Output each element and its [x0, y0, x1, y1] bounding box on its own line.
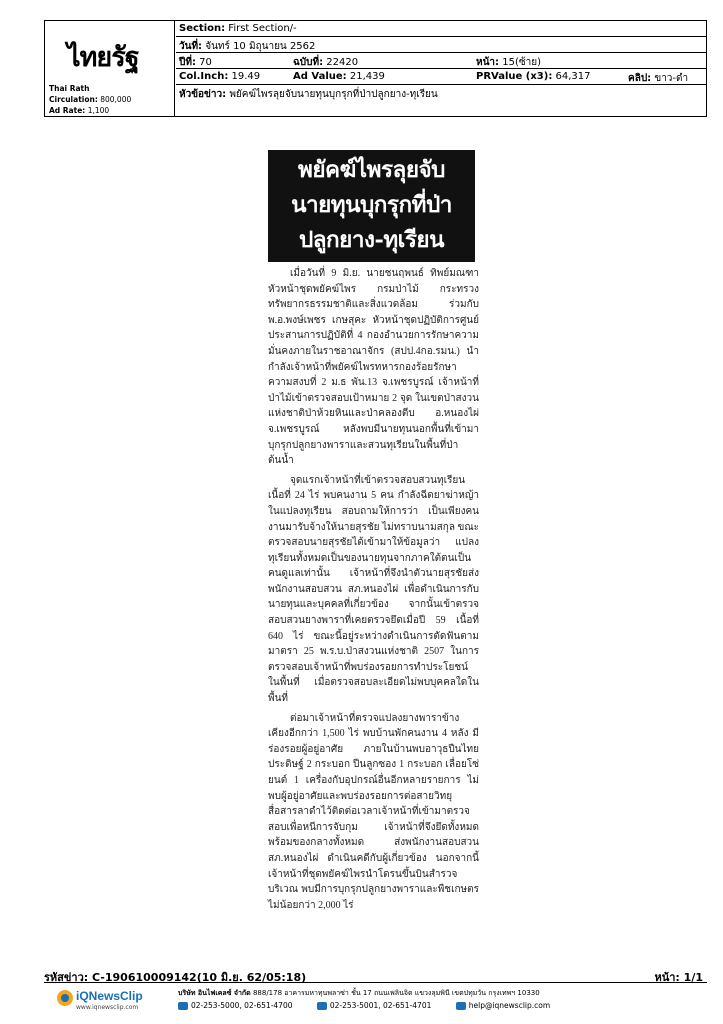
- publication-logo: ไทยรัฐ: [67, 42, 139, 73]
- pr-value: [476, 71, 591, 82]
- col-inch: [179, 71, 260, 82]
- email-address: help@iqnewsclip.com: [468, 1001, 551, 1010]
- pr-value-value: 64,317: [555, 71, 591, 82]
- date: [179, 39, 315, 54]
- col-inch-value: 19.49: [231, 71, 261, 82]
- news-code: รหัสข่าว: C-190610009142(10 มิ.ย. 62/05:18): [44, 971, 307, 984]
- iqnewsclip-logo: [56, 987, 166, 1013]
- year-value: 70: [199, 57, 212, 68]
- meta-row-section: [176, 21, 707, 37]
- company-info: [178, 988, 540, 999]
- article-paragraph: จุดแรกเจ้าหน้าที่เข้าตรวจสอบสวนทุเรียนเนื้อที่ 24 ไร่ พบคนงาน 5 คน กำลังฉีดยาฆ่าหญ้าในแปลงทุเรียน สอบถามให้การว่า เป็นเพียงคนงานมารับจ้างให้นายสุรชัย ไม่ทราบนามสกุล ขณะตรวจสอบนายสุรชัยได้เข้ามาให้ข้อมูลว่า แปลงทุเรียนทั้งหมดเป็นของนายทุนจากภาคใต้ตนเป็นคนดูแลเท่านั้น เจ้าหน้าที่จึงนำตัวนายสุรชัยส่งพนักงานสอบสวน สภ.หนองไผ่ เพื่อดำเนินการกับนายทุนและบุคคลที่เกี่ยวข้อง จากนั้นเข้าตรวจสอบสวนยางพาราที่เคยตรวจยึดเมื่อปี 59 เนื้อที่ 640 ไร่ ขณะนี้อยู่ระหว่างดำเนินการตัดฟันตามมาตรา 25 พ.ร.บ.ป่าสงวนแห่งชาติ 2507 ในการตรวจสอบเจ้าหน้าที่พบร่องรอยการทำประโยชน์ในพื้นที่ เมื่อตรวจสอบละเอียดไม่พบบุคคลใดในพื้นที่: [268, 474, 479, 705]
- clip-header: [44, 20, 707, 117]
- meta-row-date: [176, 37, 707, 53]
- issue-value: 22420: [326, 57, 359, 68]
- headline-line: ปลูกยาง-ทุเรียน: [298, 227, 444, 253]
- ad-rate-value: 1,100: [87, 106, 110, 115]
- circulation: [49, 95, 131, 104]
- topic-label: หัวข้อข่าว:: [179, 89, 227, 100]
- phone-icon: [178, 1002, 188, 1010]
- company-address: 888/178 อาคารมหาทุนพลาซ่า ชั้น 17 ถนนเพลินจิต แขวงลุมพินี เขตปทุมวัน กรุงเทพฯ 10330: [252, 989, 540, 997]
- phone-number: 02-253-5000, 02-651-4700: [191, 1001, 293, 1010]
- publication-cell: [45, 21, 175, 117]
- company-name: บริษัท อินไฟเคลซ์ จำกัด: [178, 989, 251, 997]
- issue: [293, 55, 358, 70]
- newsclip-logo-icon: [56, 989, 74, 1007]
- clip-type: [628, 71, 688, 86]
- year: [179, 55, 212, 70]
- fax-icon: [317, 1002, 327, 1010]
- ad-value-value: 21,439: [349, 71, 385, 82]
- ad-value-label: Ad Value:: [293, 71, 347, 82]
- topic: [179, 87, 438, 102]
- meta-row-issue: [176, 53, 707, 69]
- phone-contact: [178, 1001, 292, 1010]
- article-paragraph: ต่อมาเจ้าหน้าที่ตรวจแปลงยางพาราข้างเคียงอีกกว่า 1,500 ไร่ พบบ้านพักคนงาน 4 หลัง มีร่องรอยผู้อยู่อาศัย ภายในบ้านพบอาวุธปืนไทยประดิษฐ์ 2 กระบอก ปืนลูกซอง 1 กระบอก เลื่อยโซ่ยนต์ 1 เครื่องกับอุปกรณ์อื่นอีกหลายรายการ ไม่พบผู้อยู่อาศัยและพบร่องรอยการต่อสายวิทยุสื่อสารลาดำไว้ติดต่อเวลาเจ้าหน้าที่เข้ามาตรวจสอบเพื่อหนีการจับกุม เจ้าหน้าที่จึงยึดทั้งหมดพร้อมของกลางทั้งหมด ส่งพนักงานสอบสวน สภ.หนองไผ่ ดำเนินคดีกับผู้เกี่ยวข้อง นอกจากนี้เจ้าหน้าที่ชุดพยัคฆ์ไพรนำโดรนขึ้นบินสำรวจบริเวณ พบมีการบุกรุกปลูกยางพาราและพืชเกษตรไม่น้อยกว่า 2,000 ไร่: [268, 712, 479, 911]
- article-paragraph: เมื่อวันที่ 9 มิ.ย. นายชนฤพนธ์ ทิพย์มณฑา หัวหน้าชุดพยัคฆ์ไพร กรมป่าไม้ กระทรวงทรัพยากรธรรมชาติและสิ่งแวดล้อม ร่วมกับ พ.อ.พงษ์เพชร เกษสุคะ หัวหน้าชุดปฏิบัติการศูนย์ประสานการปฏิบัติที่ 4 กองอำนวยการรักษาความมั่นคงภายในราชอาณาจักร (สปป.4กอ.รมน.) นำกำลังเจ้าหน้าที่พยัคฆ์ไพรทหารกองร้อยรักษาความสงบที่ 2 ม.ธ พัน.13 จ.เพชรบูรณ์ เจ้าหน้าที่ป่าไม้เข้าตรวจสอบเป้าหมาย 2 จุด ในเขตป่าสงวนแห่งชาติป่าห้วยหินและป่าคลองตีบ อ.หนองไผ่ จ.เพชรบูรณ์ หลังพบมีนายทุนนอกพื้นที่เข้ามาบุกรุกปลูกยางพาราและสวนทุเรียนในพื้นที่ป่าต้นน้ำ: [268, 268, 479, 467]
- fax-contact: [317, 1001, 431, 1010]
- circulation-label: Circulation:: [49, 95, 98, 104]
- date-value: จันทร์ 10 มิถุนายน 2562: [205, 41, 316, 52]
- section: [179, 23, 297, 34]
- headline-line: นายทุนบุกรุกที่ป่า: [291, 192, 452, 218]
- email-icon: [456, 1002, 466, 1010]
- section-value: First Section/-: [228, 23, 297, 34]
- col-inch-label: Col.Inch:: [179, 71, 229, 82]
- ad-rate-label: Ad Rate:: [49, 106, 86, 115]
- contact-info: [178, 1001, 572, 1010]
- brand-url: www.iqnewsclip.com: [76, 1004, 139, 1011]
- clip-value: ขาว-ดำ: [654, 73, 689, 84]
- page-value: 15(ซ้าย): [502, 57, 542, 68]
- email-contact: [456, 1001, 550, 1010]
- publication-name: Thai Rath: [49, 84, 90, 93]
- brand-name: iQNewsClip: [76, 989, 143, 1003]
- clip-metadata: [176, 21, 707, 117]
- page-label: หน้า:: [476, 57, 500, 68]
- circulation-value: 800,000: [100, 95, 132, 104]
- meta-row-values: [176, 69, 707, 85]
- issue-label: ฉบับที่:: [293, 57, 324, 68]
- year-label: ปีที่:: [179, 57, 196, 68]
- pr-value-label: PRValue (x3):: [476, 71, 553, 82]
- ad-value: [293, 71, 385, 82]
- article-headline: [268, 150, 475, 262]
- fax-number: 02-253-5001, 02-651-4701: [329, 1001, 432, 1010]
- date-label: วันที่:: [179, 41, 203, 52]
- headline-line: พยัคฆ์ไพรลุยจับ: [298, 157, 445, 183]
- ad-rate: [49, 106, 109, 115]
- meta-row-topic: [176, 85, 707, 117]
- clip-label: คลิป:: [628, 73, 652, 84]
- section-label: Section:: [179, 23, 226, 34]
- page-number: [476, 55, 541, 70]
- topic-value: พยัคฆ์ไพรลุยจับนายทุนบุกรุกที่ป่าปลูกยาง-ทุเรียน: [229, 89, 438, 100]
- footer-divider: [44, 982, 707, 983]
- article-body: [268, 266, 479, 913]
- page-count: หน้า: 1/1: [654, 971, 703, 984]
